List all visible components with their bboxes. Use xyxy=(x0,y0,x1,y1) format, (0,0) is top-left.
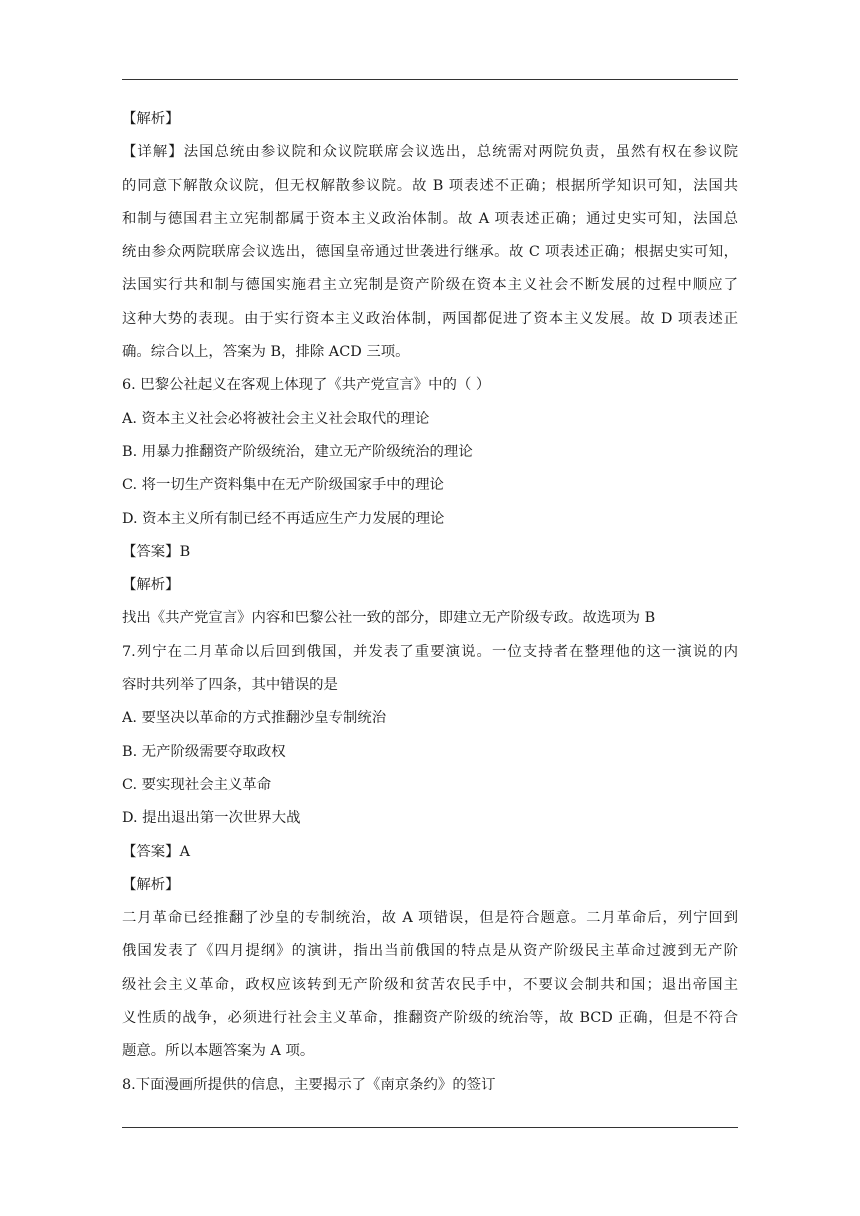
answer-heading: 【答案】A xyxy=(122,843,190,860)
section-heading: 【解析】 xyxy=(122,111,180,127)
option-b: B. 无产阶级需要夺取政权 xyxy=(122,743,286,760)
option-c: C. 将一切生产资料集中在无产阶级国家手中的理论 xyxy=(122,477,444,494)
explanation-line: 确。综合以上，答案为 B，排除 ACD 三项。 xyxy=(122,344,410,361)
explanation-line: 法国实行共和制与德国实施君主立宪制是资产阶级在资本主义社会不断发展的过程中顺应了 xyxy=(122,277,738,294)
explanation-line: 二月革命已经推翻了沙皇的专制统治，故 A 项错误，但是符合题意。二月革命后，列宁回到 xyxy=(122,910,738,927)
explanation-line: 和制与德国君主立宪制都属于资本主义政治体制。故 A 项表述正确；通过史实可知，法国总 xyxy=(122,210,738,227)
explanation-line: 级社会主义革命，政权应该转到无产阶级和贫苦农民手中，不要议会制共和国；退出帝国主 xyxy=(122,976,738,993)
explanation-line: 【详解】法国总统由参议院和众议院联席会议选出，总统需对两院负责，虽然有权在参议院 xyxy=(122,144,738,161)
question-6: 6. 巴黎公社起义在客观上体现了《共产党宣言》中的（ ） xyxy=(122,377,491,394)
option-a: A. 资本主义社会必将被社会主义社会取代的理论 xyxy=(122,410,430,427)
option-d: D. 资本主义所有制已经不再适应生产力发展的理论 xyxy=(122,510,445,527)
explanation-line: 这种大势的表现。由于实行资本主义政治体制，两国都促进了资本主义发展。故 D 项表述正 xyxy=(122,310,738,327)
explanation-line: 找出《共产党宣言》内容和巴黎公社一致的部分，即建立无产阶级专政。故选项为 B xyxy=(122,610,656,627)
option-a: A. 要坚决以革命的方式推翻沙皇专制统治 xyxy=(122,710,387,727)
explanation-line: 俄国发表了《四月提纲》的演讲，指出当前俄国的特点是从资产阶级民主革命过渡到无产阶 xyxy=(122,943,738,960)
explanation-line: 的同意下解散众议院，但无权解散参议院。故 B 项表述不正确；根据所学知识可知，法国共 xyxy=(122,177,738,194)
explanation-line: 义性质的战争，必须进行社会主义革命，推翻资产阶级的统治等，故 BCD 正确，但是不符合 xyxy=(122,1010,738,1027)
option-c: C. 要实现社会主义革命 xyxy=(122,776,272,793)
explanation-line: 题意。所以本题答案为 A 项。 xyxy=(122,1043,315,1060)
document-body xyxy=(122,103,738,1102)
answer-heading: 【答案】B xyxy=(122,543,191,560)
section-heading: 【解析】 xyxy=(122,876,180,893)
question-7: 容时共列举了四条，其中错误的是 xyxy=(122,677,338,694)
option-b: B. 用暴力推翻资产阶级统治，建立无产阶级统治的理论 xyxy=(122,443,473,460)
explanation-line: 统由参众两院联席会议选出，德国皇帝通过世袭进行继承。故 C 项表述正确；根据史实可知， xyxy=(122,244,738,261)
question-8: 8.下面漫画所提供的信息，主要揭示了《南京条约》的签订 xyxy=(122,1076,496,1093)
option-d: D. 提出退出第一次世界大战 xyxy=(122,810,301,827)
question-7: 7.列宁在二月革命以后回到俄国，并发表了重要演说。一位支持者在整理他的这一演说的内 xyxy=(122,643,738,660)
section-heading: 【解析】 xyxy=(122,577,180,594)
footer-rule xyxy=(122,1127,738,1128)
header-rule xyxy=(122,79,738,80)
